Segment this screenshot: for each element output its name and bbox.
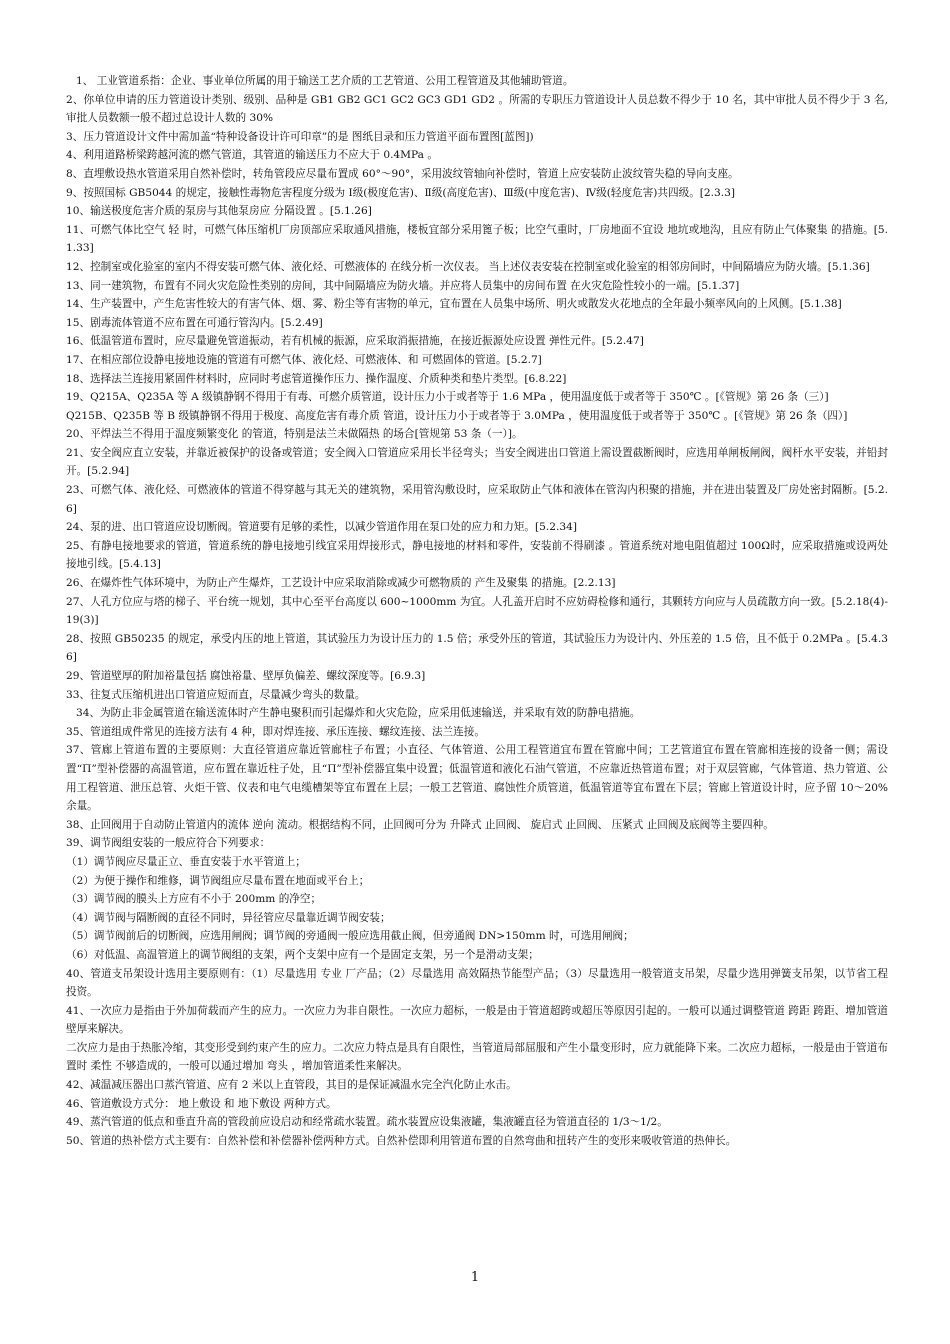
paragraph: 8、直埋敷设热水管道采用自然补偿时，转角管段应尽量布置成 60°～90°，采用波纹管轴向补偿时，管道上应安装防止波纹管失稳的导向支座。	[66, 167, 739, 180]
paragraph: 2、你单位申请的压力管道设计类别、级别、品种是 GB1 GB2 GC1 GC2 GC3 GD1 GD2 。所需的专职压力管道设计人员总数不得少于 10 名，其中审批人员不得少于 3 名,审批人员数额一般不超过总设计人数的 30%	[66, 93, 888, 125]
paragraph: 40、管道支吊架设计选用主要原则有：（1）尽量选用 专业 厂产品；（2）尽量选用 高效隔热节能型产品；（3）尽量选用一般管道支吊架，尽量少选用弹簧支吊架，以节省工程投资。	[66, 967, 888, 999]
paragraph: 二次应力是由于热胀冷缩，其变形受到约束产生的应力。二次应力特点是具有自限性，当管道局部屈服和产生小量变形时，应力就能降下来。二次应力超标，一般是由于管道布置时 柔性 不够造成的，一般可以通过增加 弯头 ，增加管道柔性来解决。	[66, 1041, 888, 1073]
paragraph: 41、一次应力是指由于外加荷载而产生的应力。一次应力为非自限性。一次应力超标，一般是由于管道超跨或超压等原因引起的。一般可以通过调整管道 跨距 跨距、增加管道壁厚来解决。	[66, 1004, 888, 1036]
paragraph: 19、Q215A、Q235A 等 A 级镇静钢不得用于有毒、可燃介质管道，设计压力小于或者等于 1.6 MPa ，使用温度低于或者等于 350℃ 。[《管规》第 26 条（三）]	[66, 391, 829, 404]
document-body	[66, 72, 888, 1150]
paragraph: （6）对低温、高温管道上的调节阀组的支架，两个支架中应有一个是固定支架，另一个是滑动支架；	[66, 948, 539, 961]
paragraph: 4、利用道路桥梁跨越河流的燃气管道，其管道的输送压力不应大于 0.4MPa 。	[66, 149, 438, 162]
paragraph: 24、泵的进、出口管道应设切断阀。管道要有足够的柔性，以减少管道作用在泵口处的应力和力矩。[5.2.34]	[66, 521, 577, 534]
paragraph: 9、按照国标 GB5044 的规定，接触性毒物危害程度分级为 Ⅰ级(极度危害)、Ⅱ级(高度危害)、Ⅲ级(中度危害)、Ⅳ级(轻度危害)共四级。[2.3.3]	[66, 186, 736, 199]
paragraph: （5）调节阀前后的切断阀，应选用闸阀；调节阀的旁通阀一般应选用截止阀，但旁通阀 DN>150mm 时，可选用闸阀；	[66, 930, 634, 943]
paragraph: （3）调节阀的膜头上方应有不小于 200mm 的净空；	[66, 893, 322, 906]
paragraph: 25、有静电接地要求的管道，管道系统的静电接地引线宜采用焊接形式，静电接地的材料和零件，安装前不得刷漆 。管道系统对地电阻值超过 100Ω时，应采取措施或设两处接地引线。[5.4.13]	[66, 539, 888, 571]
paragraph: 13、同一建筑物，布置有不同火灾危险性类别的房间，其中间隔墙应为防火墙。并应将人员集中的房间布置 在火灾危险性较小的一端。[5.1.37]	[66, 279, 740, 292]
paragraph: 18、选择法兰连接用紧固件材料时，应同时考虑管道操作压力、操作温度、介质种类和垫片类型。[6.8.22]	[66, 372, 567, 385]
paragraph: 20、平焊法兰不得用于温度频繁变化 的管道，特别是法兰未做隔热 的场合[管规第 53 条（一）]。	[66, 428, 523, 441]
paragraph: （4）调节阀与隔断阀的直径不同时，异径管应尽量靠近调节阀安装；	[66, 911, 391, 924]
paragraph: 1、 工业管道系指：企业、事业单位所属的用于输送工艺介质的工艺管道、公用工程管道及其他辅助管道。	[76, 75, 574, 87]
paragraph: 46、管道敷设方式分： 地上敷设 和 地下敷设 两种方式。	[66, 1097, 337, 1110]
paragraph: 29、管道壁厚的附加裕量包括 腐蚀裕量、壁厚负偏差、螺纹深度等。[6.9.3]	[66, 670, 426, 682]
page-number: 1	[470, 1270, 480, 1285]
paragraph: 11、可燃气体比空气 轻 时，可燃气体压缩机厂房顶部应采取通风措施，楼板宜部分采用篦子板；比空气重时，厂房地面不宜设 地坑或地沟，且应有防止气体聚集 的措施。[5.1.33]	[66, 223, 888, 255]
paragraph: （2）为便于操作和维修，调节阀组应尽量布置在地面或平台上；	[66, 874, 370, 887]
paragraph: 21、安全阀应直立安装，并靠近被保护的设备或管道；安全阀入口管道应采用长半径弯头；当安全阀进出口管道上需设置截断阀时，应选用单闸板闸阀，阀杆水平安装，并铅封开。[5.2.94]	[66, 446, 888, 478]
paragraph: 34、为防止非金属管道在输送流体时产生静电聚积而引起爆炸和火灾危险，应采用低速输送，并采取有效的防静电措施。	[76, 707, 641, 720]
paragraph: 50、管道的热补偿方式主要有：自然补偿和补偿器补偿两种方式。自然补偿即利用管道布置的自然弯曲和扭转产生的变形来吸收管道的热伸长。	[66, 1134, 737, 1147]
paragraph: Q215B、Q235B 等 B 级镇静钢不得用于极度、高度危害有毒介质 管道，设计压力小于或者等于 3.0MPa ，使用温度低于或者等于 350℃ 。[《管规》第 26 条（四）]	[66, 409, 848, 422]
paragraph: 38、止回阀用于自动防止管道内的流体 逆向 流动。根据结构不同，止回阀可分为 升降式 止回阀、 旋启式 止回阀、 压紧式 止回阀及底阀等主要四种。	[66, 818, 774, 831]
paragraph: 10、输送极度危害介质的泵房与其他泵房应 分隔设置 。[5.1.26]	[66, 205, 372, 218]
paragraph: 17、在相应部位设静电接地设施的管道有可燃气体、液化烃、可燃液体、和 可燃固体的管道。[5.2.7]	[66, 353, 542, 366]
paragraph: 39、调节阀组安装的一般应符合下列要求：	[66, 837, 271, 850]
paragraph: 26、在爆炸性气体环境中，为防止产生爆炸，工艺设计中应采取消除或减少可燃物质的 产生及聚集 的措施。[2.2.13]	[66, 577, 616, 590]
paragraph: 35、管道组成件常见的连接方法有 4 种，即对焊连接、承压连接、螺纹连接、法兰连接。	[66, 725, 485, 738]
paragraph: 23、可燃气体、液化烃、可燃液体的管道不得穿越与其无关的建筑物，采用管沟敷设时，应采取防止气体和液体在管沟内积聚的措施，并在进出装置及厂房处密封隔断。[5.2.6]	[66, 484, 888, 515]
paragraph: 15、剧毒流体管道不应布置在可通行管沟内。[5.2.49]	[66, 316, 323, 329]
paragraph: 49、蒸汽管道的低点和垂直升高的管段前应设启动和经常疏水装置。疏水装置应设集液罐，集液罐直径为管道直径的 1/3～1/2。	[66, 1116, 668, 1129]
paragraph: 3、压力管道设计文件中需加盖“特种设备设计许可印章”的是 图纸目录和压力管道平面布置图[蓝图])	[66, 130, 534, 143]
paragraph: （1）调节阀应尽量正立、垂直安装于水平管道上；	[66, 855, 306, 868]
paragraph: 14、生产装置中，产生危害性较大的有害气体、烟、雾、粉尘等有害物的单元，宜布置在人员集中场所、明火或散发火花地点的全年最小频率风向的上风侧。[5.1.38]	[66, 298, 842, 311]
paragraph: 37、管廊上管道布置的主要原则：大直径管道应靠近管廊柱子布置；小直径、气体管道、公用工程管道宜布置在管廊中间；工艺管道宜布置在管廊相连接的设备一侧；需设置“Π”型补偿器的高温管道，应布置在靠近柱子处，且“Π”型补偿器宜集中设置；低温管道和液化石油气管道，不应靠近热管道布置；对于双层管廊，气体管道、热力管道、公用工程管道、泄压总管、火炬干管、仪表和电气电缆槽架等宜布置在上层；一般工艺管道、腐蚀性介质管道，低温管道等宜布置在下层；管廊上管道设计时，应予留 10～20%余量。	[66, 744, 888, 813]
paragraph: 28、按照 GB50235 的规定，承受内压的地上管道，其试验压力为设计压力的 1.5 倍；承受外压的管道，其试验压力为设计内、外压差的 1.5 倍，且不低于 0.2MPa 。[5.4.36]	[66, 632, 888, 664]
paragraph: 16、低温管道布置时，应尽量避免管道振动，若有机械的振源，应采取消振措施，在接近振源处应设置 弹性元件。[5.2.47]	[66, 335, 644, 348]
paragraph: 33、往复式压缩机进出口管道应短而直，尽量减少弯头的数量。	[66, 688, 366, 701]
paragraph: 42、减温减压器出口蒸汽管道、应有 2 米以上直管段，其目的是保证减温水完全汽化防止水击。	[66, 1079, 517, 1092]
paragraph: 12、控制室或化验室的室内不得安装可燃气体、液化烃、可燃液体的 在线分析一次仪表。 当上述仪表安装在控制室或化验室的相邻房间时，中间隔墙应为防火墙。[5.1.36]	[66, 260, 870, 273]
paragraph: 27、人孔方位应与塔的梯子、平台统一规划，其中心至平台高度以 600~1000mm 为宜。人孔盖开启时不应妨碍检修和通行，其颗转方向应与人员疏散方向一致。[5.2.18(4)-19(3)]	[66, 595, 888, 627]
